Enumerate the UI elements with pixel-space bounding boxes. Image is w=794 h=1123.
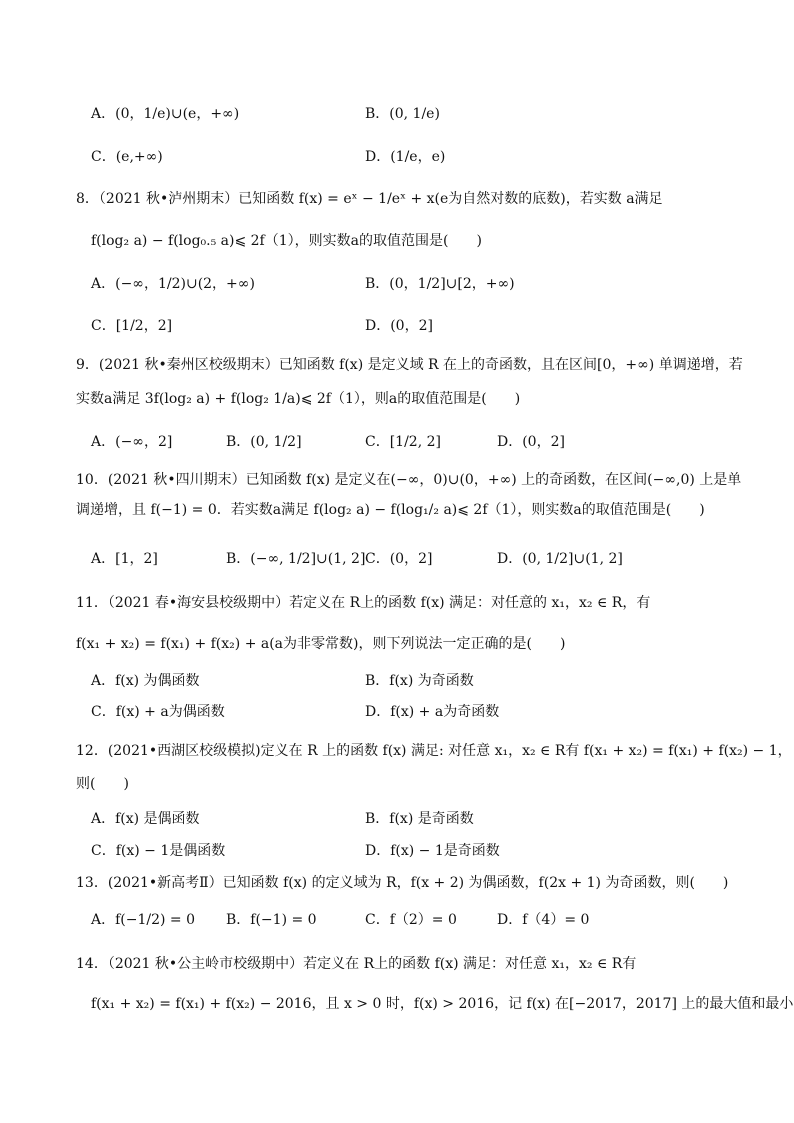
q12-options-row2 bbox=[91, 841, 718, 861]
q8-option-c: C．[1/2，2] bbox=[91, 318, 173, 334]
q11-option-a: A．f(x) 为偶函数 bbox=[91, 673, 200, 689]
q12-option-c: C．f(x) − 1是偶函数 bbox=[91, 843, 226, 859]
q10-option-b: B．(−∞, 1/2]∪(1, 2] bbox=[226, 551, 366, 567]
q10-option-a: A．[1，2] bbox=[91, 551, 158, 567]
q13-stem-line1: 13．(2021•新高考Ⅱ）已知函数 f(x) 的定义域为 R，f(x + 2) 为偶函数，f(2x + 1) 为奇函数，则( ) bbox=[76, 875, 729, 891]
q10-stem-line2: 调递增，且 f(−1) = 0．若实数a满足 f(log₂ a) − f(log₁/₂ a)⩽ 2f（1），则实数a的取值范围是( ) bbox=[76, 502, 705, 518]
q13-option-b: B．f(−1) = 0 bbox=[226, 912, 317, 928]
q12-options-row1 bbox=[91, 809, 718, 829]
q13-option-d: D．f（4）= 0 bbox=[497, 912, 590, 928]
q11-options-row1 bbox=[91, 671, 718, 691]
q14-stem-line1: 14．（2021 秋•公主岭市校级期中）若定义在 R上的函数 f(x) 满足：对任意 x₁，x₂ ∈ R有 bbox=[76, 956, 637, 972]
q13-option-c: C．f（2）= 0 bbox=[365, 912, 457, 928]
q8-option-d: D．(0，2] bbox=[365, 318, 433, 334]
q13-option-a: A．f(−1/2) = 0 bbox=[91, 912, 196, 928]
q10-options-row bbox=[91, 549, 718, 569]
q8-stem-line2: f(log₂ a) − f(log₀.₅ a)⩽ 2f（1），则实数a的取值范围是( ) bbox=[91, 233, 482, 249]
q12-option-b: B．f(x) 是奇函数 bbox=[365, 811, 474, 827]
q9-stem-line2: 实数a满足 3f(log₂ a) + f(log₂ 1/a)⩽ 2f（1），则a的取值范围是( ) bbox=[76, 391, 521, 407]
q9-options-row bbox=[91, 432, 718, 452]
q12-stem-line2: 则( ) bbox=[76, 776, 129, 792]
q8-options-row1 bbox=[91, 274, 718, 294]
q11-options-row2 bbox=[91, 702, 718, 722]
q8-option-b: B．(0，1/2]∪[2，+∞) bbox=[365, 276, 515, 292]
q12-stem-line1: 12．(2021•西湖区校级模拟)定义在 R 上的函数 f(x) 满足: 对任意 x₁，x₂ ∈ R有 f(x₁ + x₂) = f(x₁) + f(x₂) − 1， bbox=[76, 743, 792, 759]
q10-option-d: D．(0, 1/2]∪(1, 2] bbox=[497, 551, 623, 567]
q7-option-b: B．(0, 1/e) bbox=[365, 106, 440, 122]
q8-stem-line1: 8．（2021 秋•泸州期末）已知函数 f(x) = eˣ − 1/eˣ + x(e为自然对数的底数)，若实数 a满足 bbox=[76, 191, 663, 207]
q7-option-d: D．(1/e，e) bbox=[365, 149, 446, 165]
q11-option-c: C．f(x) + a为偶函数 bbox=[91, 704, 225, 720]
q13-options-row bbox=[91, 910, 718, 930]
q11-option-b: B．f(x) 为奇函数 bbox=[365, 673, 474, 689]
q9-option-c: C．[1/2, 2] bbox=[365, 434, 441, 450]
q7-option-a: A．(0，1/e)∪(e，+∞) bbox=[91, 106, 240, 122]
q8-options-row2 bbox=[91, 316, 718, 336]
q7-options-row1 bbox=[91, 104, 718, 124]
q10-stem-line1: 10．(2021 秋•四川期末）已知函数 f(x) 是定义在(−∞，0)∪(0，+∞) 上的奇函数，在区间(−∞,0) 上是单 bbox=[76, 472, 742, 488]
q11-stem-line1: 11．（2021 春•海安县校级期中）若定义在 R上的函数 f(x) 满足：对任意的 x₁，x₂ ∈ R，有 bbox=[76, 595, 651, 611]
q9-option-a: A．(−∞，2] bbox=[91, 434, 173, 450]
q8-option-a: A．(−∞，1/2)∪(2，+∞) bbox=[91, 276, 255, 292]
q12-option-d: D．f(x) − 1是奇函数 bbox=[365, 843, 500, 859]
q9-option-b: B．(0, 1/2] bbox=[226, 434, 302, 450]
q14-stem-line2: f(x₁ + x₂) = f(x₁) + f(x₂) − 2016，且 x > 0 时，f(x) > 2016，记 f(x) 在[−2017，2017] 上的最大值和最小 bbox=[91, 996, 794, 1012]
q9-option-d: D．(0，2] bbox=[497, 434, 565, 450]
q11-stem-line2: f(x₁ + x₂) = f(x₁) + f(x₂) + a(a为非零常数)，则下列说法一定正确的是( ) bbox=[76, 636, 566, 652]
q7-options-row2 bbox=[91, 147, 718, 167]
q12-option-a: A．f(x) 是偶函数 bbox=[91, 811, 200, 827]
q11-option-d: D．f(x) + a为奇函数 bbox=[365, 704, 500, 720]
q10-option-c: C．(0，2] bbox=[365, 551, 433, 567]
q9-stem-line1: 9．(2021 秋•秦州区校级期末）已知函数 f(x) 是定义域 R 在上的奇函数，且在区间[0，+∞) 单调递增，若 bbox=[76, 357, 743, 373]
q7-option-c: C．(e,+∞) bbox=[91, 149, 163, 165]
